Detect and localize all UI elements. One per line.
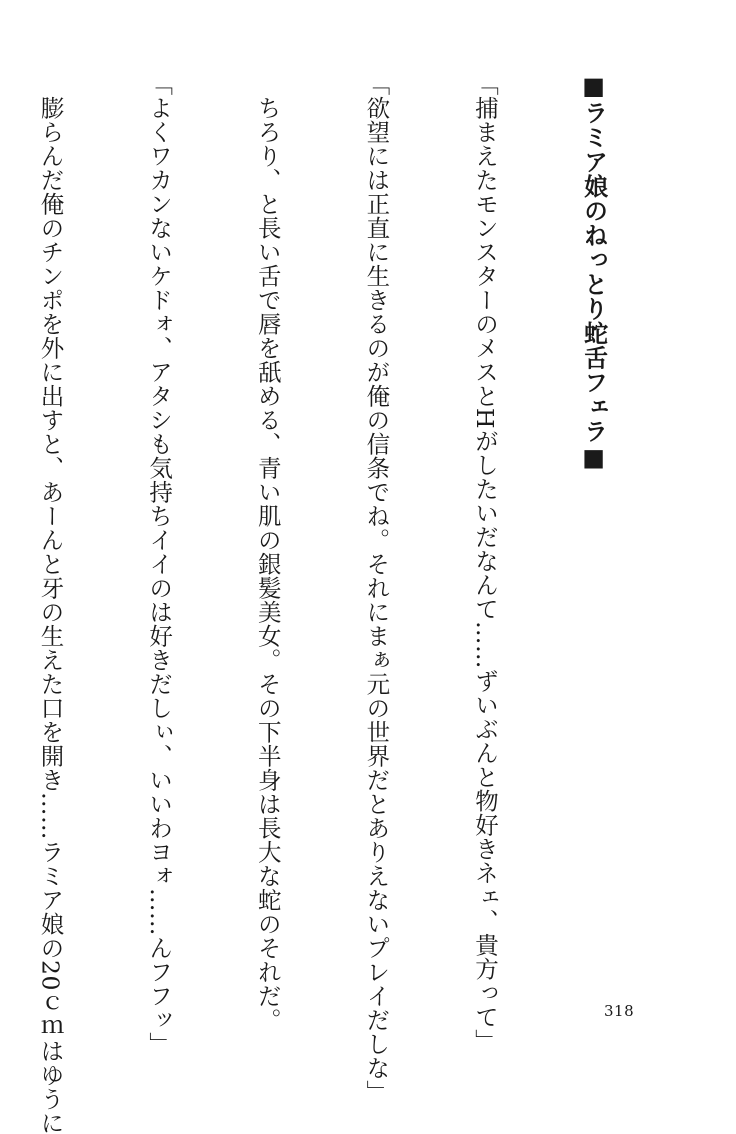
text-line: 膨らんだ俺のチンポを外に出すと、あーんと牙の生えた口を開き……ラミア娘の20ｃｍはゆうに [36, 95, 65, 1134]
text-line: 「よくワカンないケドォ、アタシも気持ちイイのは好きだしぃ、いいわヨォ……んフフッ」 [145, 72, 174, 1056]
page-number: 318 [604, 1002, 635, 1020]
text-line: ちろり、と長い舌で唇を舐める、青い肌の銀髪美女。その下半身は長大な蛇のそれだ。 [253, 95, 282, 1032]
text-line: 「捕まえたモンスターのメスとHがしたいだなんて……ずいぶんと物好きネェ、貴方って」 [470, 72, 499, 1053]
chapter-heading: ■ラミア娘のねっとり蛇舌フェラ■ [579, 72, 608, 472]
text-line: 「欲望には正直に生きるのが俺の信条でね。それにまぁ元の世界だとありえないプレイだしな」 [362, 72, 391, 1104]
